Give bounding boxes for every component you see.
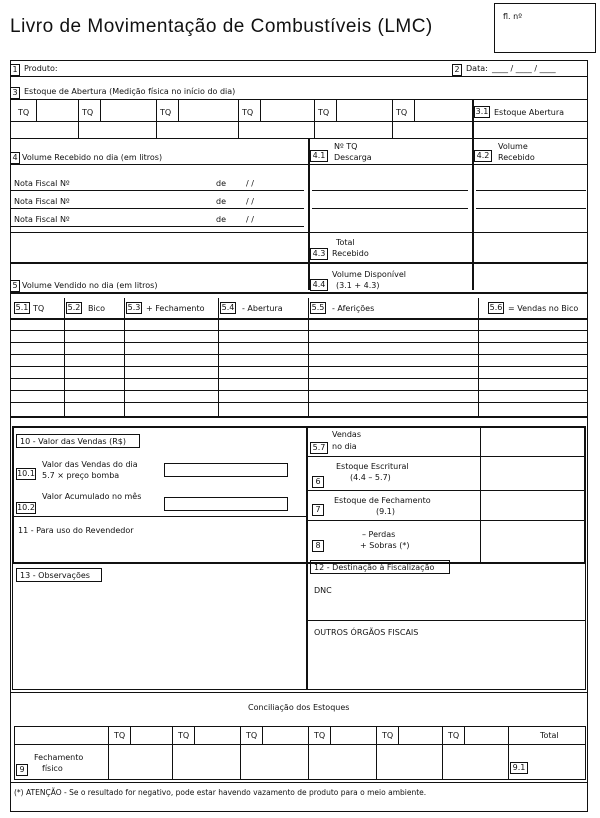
date-blank-3[interactable]: / / [246,215,254,224]
tq-label-4: TQ [242,108,254,117]
valor-dia-input[interactable] [164,463,288,477]
fisico-label: físico [42,764,63,773]
dnc-label: DNC [314,586,332,595]
field-num-4-2: 4.2 [474,150,492,162]
col-abertura-label: - Abertura [242,304,283,313]
field-num-4-3: 4.3 [310,248,328,260]
nota-fiscal-label-3: Nota Fiscal Nº [14,215,70,224]
recebido-label: Volume Recebido no dia (em litros) [22,153,163,162]
fechamento-label: Fechamento [34,753,84,762]
estoque-escritural-label: Estoque Escritural [336,462,409,471]
tq-label-1: TQ [18,108,30,117]
conc-tq-3: TQ [246,731,258,740]
field-num-5-7: 5.7 [310,442,328,454]
col-num-5-5: 5.5 [311,303,325,312]
tq-label-6: TQ [396,108,408,117]
col-num-5-6: 5.6 [489,303,503,312]
conciliacao-table [14,726,586,780]
conc-tq-6: TQ [448,731,460,740]
col-num-5-1: 5.1 [15,303,29,312]
fiscalizacao-label: 12 - Destinação à Fiscalização [314,563,435,572]
estoque-fechamento-ref: (9.1) [376,507,395,516]
tq-label-2: TQ [82,108,94,117]
conc-total-label: Total [540,731,559,740]
col-fechamento-label: + Fechamento [146,304,205,313]
field-num-5: 5 [10,280,20,292]
de-label-2: de [216,197,226,206]
date-blank-2[interactable]: / / [246,197,254,206]
de-label-3: de [216,215,226,224]
outros-orgaos-label: OUTROS ÓRGÃOS FISCAIS [314,628,419,637]
valor-dia-formula: 5.7 × preço bomba [42,471,120,480]
field-num-8: 8 [312,540,324,552]
data-input[interactable]: ____ / ____ / ____ [492,64,556,73]
field-num-4-1: 4.1 [310,150,328,162]
tq-label-5: TQ [318,108,330,117]
nota-fiscal-label-2: Nota Fiscal Nº [14,197,70,206]
col-num-5-3: 5.3 [127,303,141,312]
estoque-fechamento-label: Estoque de Fechamento [334,496,431,505]
total-recebido-label: Recebido [332,249,369,258]
vendido-label: Volume Vendido no dia (em litros) [22,281,158,290]
estoque-escritural-formula: (4.4 – 5.7) [350,473,391,482]
col-bico-label: Bico [88,304,106,313]
vendas-no-dia-label: no dia [332,442,357,451]
produto-label: Produto: [24,64,58,73]
field-num-2: 2 [452,64,462,76]
observacoes-label: 13 - Observações [20,571,90,580]
form-title: Livro de Movimentação de Combustíveis (LMC) [10,16,433,37]
col-tq-label: TQ [33,304,45,313]
conciliacao-title: Conciliação dos Estoques [248,703,350,712]
field-num-10-2: 10.2 [17,503,35,512]
volume-disponivel-label: Volume Disponível [332,270,406,279]
conc-tq-5: TQ [382,731,394,740]
volume-disponivel-formula: (3.1 + 4.3) [336,281,380,290]
field-num-3: 3 [10,87,20,99]
folha-number-box[interactable] [494,3,596,53]
conc-tq-2: TQ [178,731,190,740]
atencao-note: (*) ATENÇÃO - Se o resultado for negativo, pode estar havendo vazamento de produto para o meio ambiente. [14,788,427,797]
valor-dia-label: Valor das Vendas do dia [42,460,138,469]
estoque-abertura-total-label: Estoque Abertura [494,108,565,117]
col-num-5-2: 5.2 [67,303,81,312]
tq-label-3: TQ [160,108,172,117]
valor-acumulado-input[interactable] [164,497,288,511]
col-num-5-4: 5.4 [221,303,235,312]
nota-fiscal-label-1: Nota Fiscal Nº [14,179,70,188]
conc-tq-4: TQ [314,731,326,740]
field-num-3-1: 3.1 [475,107,489,116]
field-num-6: 6 [312,476,324,488]
fiscalizacao-section [306,562,586,690]
volume-label: Volume [498,142,528,151]
conc-tq-1: TQ [114,731,126,740]
vendas-label: Vendas [332,430,361,439]
sobras-label: + Sobras (*) [360,541,410,550]
field-num-1: 1 [10,64,20,76]
col-afericoes-label: - Aferições [332,304,375,313]
estoque-abertura-label: Estoque de Abertura (Medição física no início do dia) [24,87,236,96]
field-num-10-1: 10.1 [17,469,35,478]
date-blank-1[interactable]: / / [246,179,254,188]
field-num-9: 9 [16,764,28,776]
recebido-col-label: Recebido [498,153,535,162]
field-num-9-1: 9.1 [510,762,528,774]
total-label: Total [336,238,355,247]
produto-input[interactable] [70,62,446,75]
folha-label: fl. nº [503,12,522,21]
uso-revendedor-label: 11 - Para uso do Revendedor [18,526,134,535]
valor-vendas-label: 10 - Valor das Vendas (R$) [20,437,126,446]
de-label-1: de [216,179,226,188]
field-num-4-4: 4.4 [310,279,328,291]
field-num-4: 4 [10,152,20,164]
col-vendas-bico-label: = Vendas no Bico [508,304,579,313]
field-num-7: 7 [312,504,324,516]
valor-acumulado-label: Valor Acumulado no mês [42,492,142,501]
data-label: Data: [466,64,488,73]
descarga-label: Descarga [334,153,372,162]
perdas-label: – Perdas [362,530,396,539]
nr-tq-label: Nº TQ [334,142,358,151]
